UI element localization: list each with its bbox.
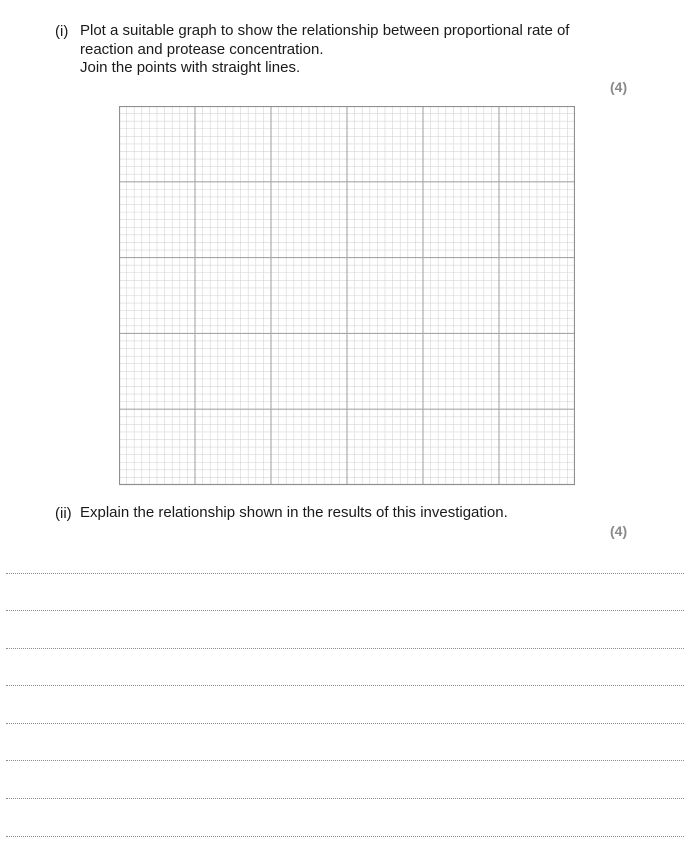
part-i-marks: (4)	[610, 79, 628, 95]
answer-line[interactable]	[6, 723, 684, 724]
part-i-label: (i)	[55, 23, 69, 40]
answer-line[interactable]	[6, 648, 684, 649]
part-i-instruction-line-1: Plot a suitable graph to show the relationship between proportional rate of	[80, 22, 570, 39]
answer-line[interactable]	[6, 610, 684, 611]
part-i-instruction-line-2: reaction and protease concentration.	[80, 41, 324, 58]
part-ii-label: (ii)	[55, 505, 72, 522]
part-ii-marks: (4)	[610, 523, 628, 539]
answer-line[interactable]	[6, 798, 684, 799]
part-i-instruction-line-3: Join the points with straight lines.	[80, 59, 301, 76]
answer-line[interactable]	[6, 685, 684, 686]
answer-line[interactable]	[6, 760, 684, 761]
answer-line[interactable]	[6, 836, 684, 837]
answer-line[interactable]	[6, 573, 684, 574]
part-ii-instruction: Explain the relationship shown in the results of this investigation.	[80, 504, 508, 521]
graph-paper-grid[interactable]	[119, 106, 575, 486]
